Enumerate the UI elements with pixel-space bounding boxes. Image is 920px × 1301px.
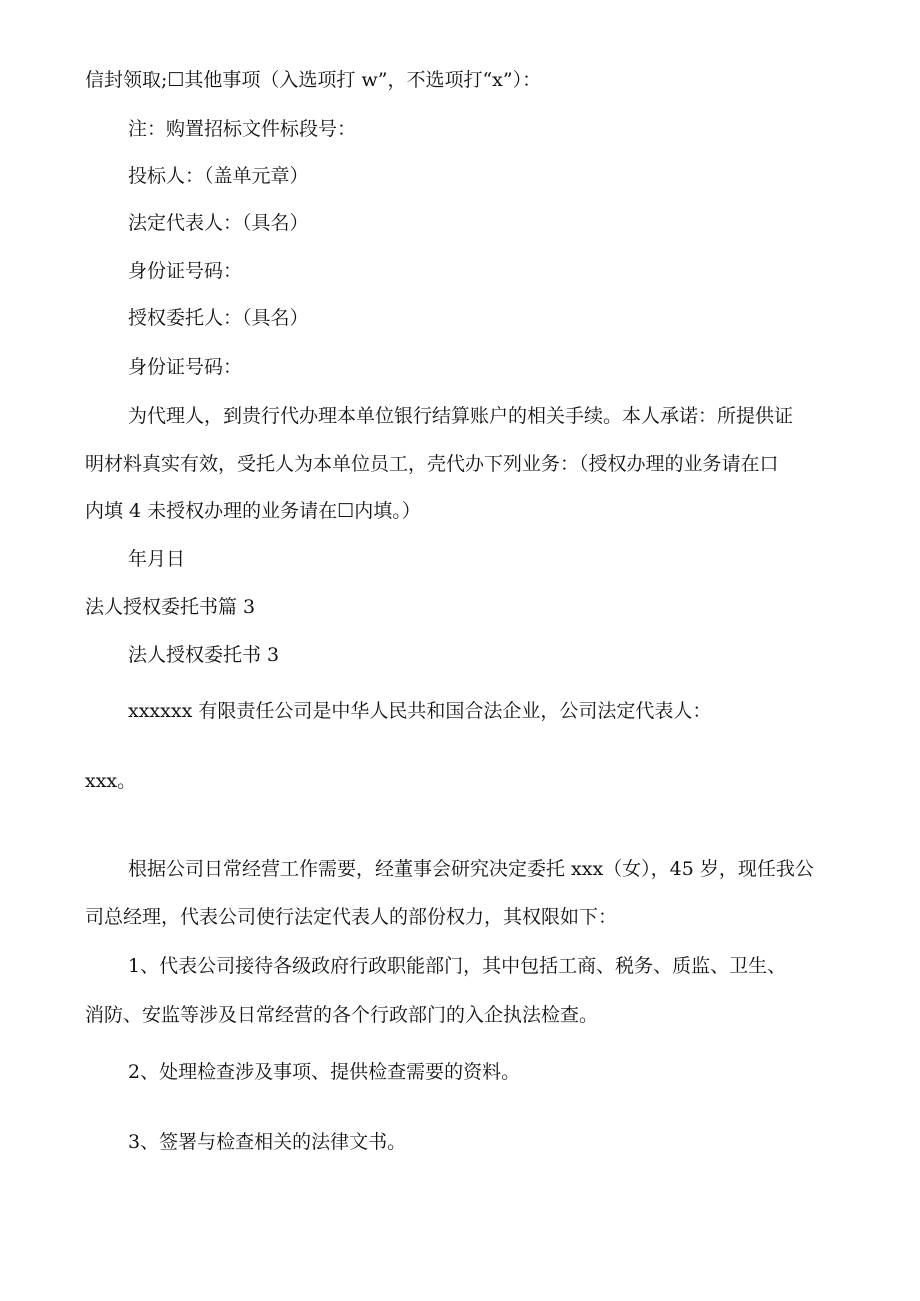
document-title: 法人授权委托书 3 — [128, 644, 280, 666]
text-line: xxxxxx 有限责任公司是中华人民共和国合法企业，公司法定代表人： — [128, 700, 712, 722]
text-line: 投标人：（盖单元章） — [128, 165, 309, 187]
text-line: 信封领取;☐其他事项（入选项打 w”，不选项打“x”）： — [85, 69, 542, 91]
list-item: 3、签署与检查相关的法律文书。 — [128, 1131, 407, 1153]
text-line: xxx。 — [85, 770, 137, 792]
list-item: 1、代表公司接待各级政府行政职能部门，其中包括工商、税务、质监、卫生、 — [128, 955, 787, 977]
text-line: 内填 4 未授权办理的业务请在☐内填。） — [85, 500, 421, 522]
text-line: 身份证号码： — [128, 356, 243, 378]
section-heading: 法人授权委托书篇 3 — [85, 596, 256, 618]
text-line: 身份证号码： — [128, 260, 243, 282]
text-line: 授权委托人：（具名） — [128, 307, 309, 329]
text-line: 司总经理，代表公司使行法定代表人的部份权力，其权限如下： — [85, 906, 618, 928]
text-line: 年月日 — [128, 548, 186, 570]
text-line: 为代理人，到贵行代办理本单位银行结算账户的相关手续。本人承诺：所提供证 — [128, 405, 794, 427]
list-item-continuation: 消防、安监等涉及日常经营的各个行政部门的入企执法检查。 — [85, 1004, 599, 1026]
text-line: 法定代表人：（具名） — [128, 212, 309, 234]
text-line: 根据公司日常经营工作需要，经董事会研究决定委托 xxx（女），45 岁，现任我公 — [128, 858, 814, 880]
text-line: 明材料真实有效，受托人为本单位员工，壳代办下列业务：（授权办理的业务请在口 — [85, 453, 779, 475]
list-item: 2、处理检查涉及事项、提供检查需要的资料。 — [128, 1061, 521, 1083]
text-line: 注：购置招标文件标段号： — [128, 118, 357, 140]
